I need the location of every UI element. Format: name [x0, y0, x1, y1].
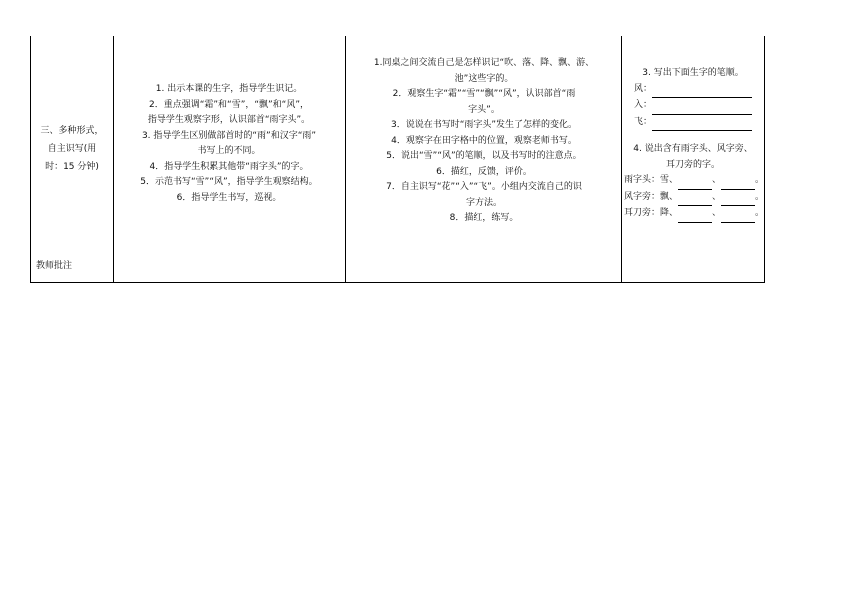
terminator: 。 — [755, 208, 765, 218]
answer-blank[interactable] — [678, 173, 712, 190]
teacher-activity-line: 5．示范书写“雪”“风”，指导学生观察结构。 — [140, 177, 318, 187]
stroke-order-label: 飞： — [634, 116, 653, 127]
radical-label: 耳刀旁： — [624, 208, 661, 218]
student-activity-line: 5．说出“雪”“风”的笔顺，以及书写时的注意点。 — [386, 151, 582, 161]
radical-label: 风字旁： — [624, 191, 661, 202]
exercise-cell — [624, 66, 765, 223]
terminator: 。 — [755, 191, 765, 202]
separator: 、 — [712, 191, 722, 202]
teacher-activity-line: 指导学生观察字形，认识部首“雨字头”。 — [147, 115, 311, 125]
radical-row — [624, 173, 765, 190]
teacher-activity-cell — [116, 82, 342, 206]
student-activity-line: 字方法。 — [465, 197, 502, 208]
table-border-right — [764, 36, 765, 283]
student-activity-line: 1.同桌之间交流自己是怎样识记“吹、落、降、飘、游、 — [373, 58, 595, 68]
stage-line: 自主识写(用 — [47, 144, 97, 154]
teacher-activity-line: 6．指导学生书写，巡视。 — [176, 192, 282, 203]
radical-row — [624, 206, 765, 223]
stroke-order-row — [624, 98, 762, 115]
stroke-order-label: 风： — [634, 83, 653, 94]
radical-example: 飘、 — [660, 191, 679, 202]
column-divider-1 — [113, 36, 114, 283]
student-activity-line: 2．观察生字“霜”“雪”“飘”“风”，认识部首“雨 — [392, 89, 576, 99]
student-activity-line: 8．描红，练写。 — [449, 213, 519, 223]
teacher-activity-line: 书写上的不同。 — [197, 146, 261, 156]
radical-row — [624, 190, 765, 207]
exercise-q3-title: 3. 写出下面生字的笔顺。 — [642, 68, 744, 78]
radical-example: 降、 — [660, 208, 679, 218]
stage-cell — [32, 122, 112, 176]
student-activity-cell — [348, 56, 620, 227]
answer-blank[interactable] — [652, 115, 752, 132]
answer-blank[interactable] — [678, 206, 712, 223]
student-activity-line: 7．自主识写“花”“入”“飞”。小组内交流自己的识 — [386, 182, 582, 192]
teacher-activity-line: 1. 出示本课的生字，指导学生识记。 — [155, 84, 303, 94]
answer-blank[interactable] — [678, 190, 712, 207]
student-activity-line: 池”这些字的。 — [454, 73, 514, 84]
stage-line: 时：15 分钟) — [45, 162, 99, 172]
student-activity-line: 4．观察字在田字格中的位置，观察老师书写。 — [391, 135, 577, 146]
answer-blank[interactable] — [721, 190, 755, 207]
separator: 、 — [712, 175, 722, 185]
student-activity-line: 字头”。 — [468, 104, 500, 115]
spacer — [624, 131, 762, 142]
exercise-q4-title: 4. 说出含有雨字头、风字旁、 — [633, 144, 753, 154]
teacher-activity-line: 4．指导学生积累其他带“雨字头”的字。 — [149, 161, 309, 172]
table-bottom-border — [30, 282, 765, 283]
separator: 、 — [712, 208, 722, 218]
answer-blank[interactable] — [652, 82, 752, 99]
student-activity-line: 6．描红，反馈，评价。 — [436, 166, 532, 177]
answer-blank[interactable] — [721, 173, 755, 190]
column-divider-2 — [345, 36, 346, 283]
terminator: 。 — [755, 175, 765, 185]
exercise-q4-title: 耳刀旁的字。 — [665, 159, 720, 170]
teacher-activity-line: 3. 指导学生区别做部首时的“雨”和汉字“雨” — [141, 130, 317, 141]
stroke-order-row — [624, 82, 762, 99]
column-divider-3 — [621, 36, 622, 283]
answer-blank[interactable] — [721, 206, 755, 223]
table-border-left — [30, 36, 31, 283]
stroke-order-row — [624, 115, 762, 132]
answer-blank[interactable] — [652, 98, 752, 115]
teacher-activity-line: 2．重点强调“霜”和“雪”，“飘”和“风”， — [148, 99, 310, 110]
teacher-note-label: 教师批注 — [36, 261, 73, 271]
student-activity-line: 3．说说在书写时“雨字头”发生了怎样的变化。 — [390, 120, 578, 130]
radical-example: 雪、 — [660, 175, 679, 185]
radical-label: 雨字头： — [624, 175, 661, 185]
stage-line: 三、多种形式， — [40, 126, 104, 136]
stroke-order-label: 入： — [634, 100, 653, 110]
